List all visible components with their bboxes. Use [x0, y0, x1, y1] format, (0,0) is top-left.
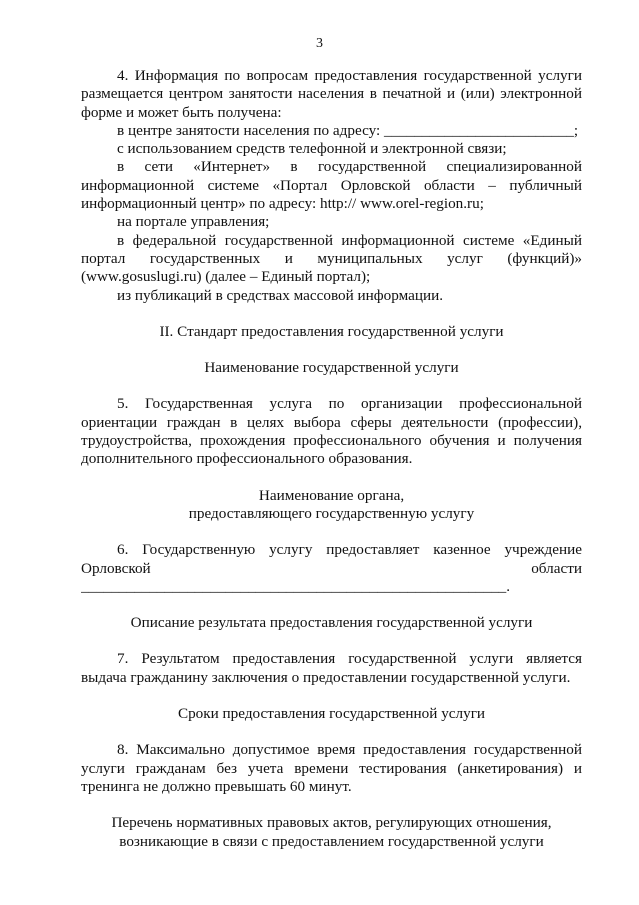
heading-result: Описание результата предоставления государственной услуги — [130, 614, 533, 632]
heading-org-line-1: Наименование органа, — [258, 486, 405, 504]
heading-acts-line-2: возникающие в связи с предоставлением государственной услуги — [119, 832, 544, 850]
paragraph-5: 5. Государственная услуга по организации профессиональной ориентации граждан в целях выбора сферы деятельности (профессии), трудоустройства, прохождения профессионального обучения и получения дополнительного профессионального образования. — [81, 395, 582, 468]
phone-item: с использованием средств телефонной и электронной связи; — [117, 140, 507, 158]
federal-item: в федеральной государственной информационной системе «Единый портал государственных и муниципальных услуг (функций)» (www.gosuslugi.ru) (далее – Единый портал); — [81, 231, 582, 286]
address-end: ; — [573, 121, 579, 139]
document-body — [81, 67, 582, 851]
internet-item: в сети «Интернет» в государственной специализированной информационной системе «Портал Орловской области – публичный информационный центр» по адресу: http:// www.orel-region.ru; — [81, 158, 582, 213]
section-4-intro: 4. Информация по вопросам предоставления государственной услуги размещается центром занятости населения в печатной и (или) электронной форме и может быть получена: — [81, 67, 582, 121]
heading-terms: Сроки предоставления государственной услуги — [177, 705, 486, 723]
address-item — [81, 122, 582, 140]
section-2-title: II. Стандарт предоставления государственной услуги — [159, 322, 504, 340]
paragraph-8: 8. Максимально допустимое время предоставления государственной услуги гражданам без учета времени тестирования (анкетирования) и тренинга не должно превышать 60 минут. — [81, 741, 582, 795]
portal-item: на портале управления; — [117, 213, 270, 231]
media-item: из публикаций в средствах массовой информации. — [117, 286, 444, 304]
address-blank: _________________________ — [384, 121, 574, 139]
paragraph-6-blank: ________________________________________________________. — [81, 577, 511, 595]
paragraph-7: 7. Результатом предоставления государственной услуги является выдача гражданину заключения о предоставлении государственной услуги. — [81, 650, 582, 686]
heading-service-name: Наименование государственной услуги — [204, 359, 459, 377]
address-label: в центре занятости населения по адресу: — [117, 121, 381, 139]
heading-org-line-2: предоставляющего государственную услугу — [188, 504, 475, 522]
heading-acts-line-1: Перечень нормативных правовых актов, регулирующих отношения, — [111, 814, 552, 832]
page-number: 3 — [316, 36, 323, 51]
paragraph-6: 6. Государственную услугу предоставляет казенное учреждение Орловской области — [81, 541, 582, 577]
